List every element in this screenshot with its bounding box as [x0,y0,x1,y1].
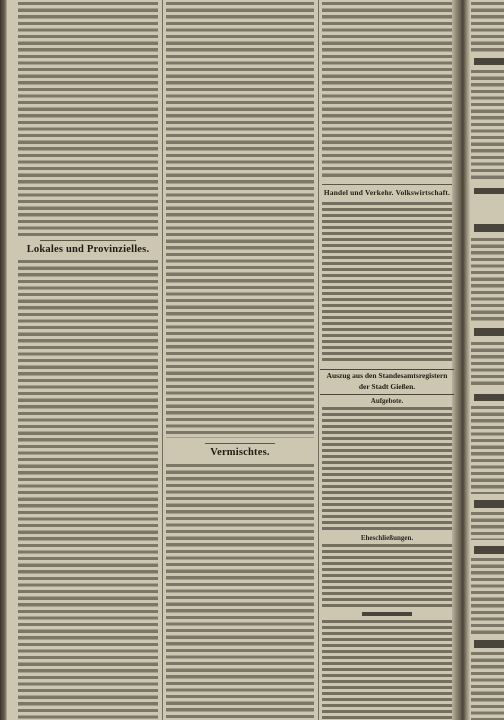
registry-heading-box [320,369,454,395]
registry-heading-line2: der Stadt Gießen. [358,382,416,391]
facing-page-headline [474,224,504,232]
binding-gutter [452,0,470,720]
market-report-block [322,202,452,364]
article-text-block [18,2,158,236]
registry-subheading-marriages: Eheschließungen. [360,534,414,542]
column-rule [318,0,319,720]
article-text-block [166,464,314,720]
facing-page-text [471,238,504,322]
registry-entries-block [322,620,452,720]
facing-page-text [471,342,504,388]
facing-page-text [471,2,504,52]
facing-page-headline [474,328,504,336]
column-rule [162,0,163,720]
facing-page-headline [474,394,504,401]
facing-page-headline [474,58,504,65]
article-text-block [166,2,314,438]
article-text-block [322,2,452,180]
facing-page-text [471,558,504,634]
facing-page-headline [474,500,504,508]
facing-page-headline [474,546,504,554]
registry-subheading-banns: Aufgebote. [370,397,404,405]
registry-subheading-mark [362,612,412,616]
section-heading-local: Lokales und Provinzielles. [26,244,150,255]
facing-page-text [471,652,504,720]
section-heading-trade: Handel und Verkehr. Volkswirtschaft. [323,188,451,197]
facing-page-text [471,512,504,540]
facing-page-headline [474,640,504,648]
facing-page-text [471,70,504,182]
section-divider [40,240,136,241]
section-heading-misc: Vermischtes. [210,447,270,458]
registry-entries-block [322,544,452,608]
registry-entries-block [322,407,452,531]
facing-page-headline [474,188,504,194]
section-divider [322,184,452,185]
facing-page-text [471,406,504,494]
registry-heading-line1: Auszug aus den Standesamtsregistern [326,371,448,380]
article-text-block [18,260,158,720]
section-divider [205,443,275,444]
page-edge-shadow [0,0,7,720]
